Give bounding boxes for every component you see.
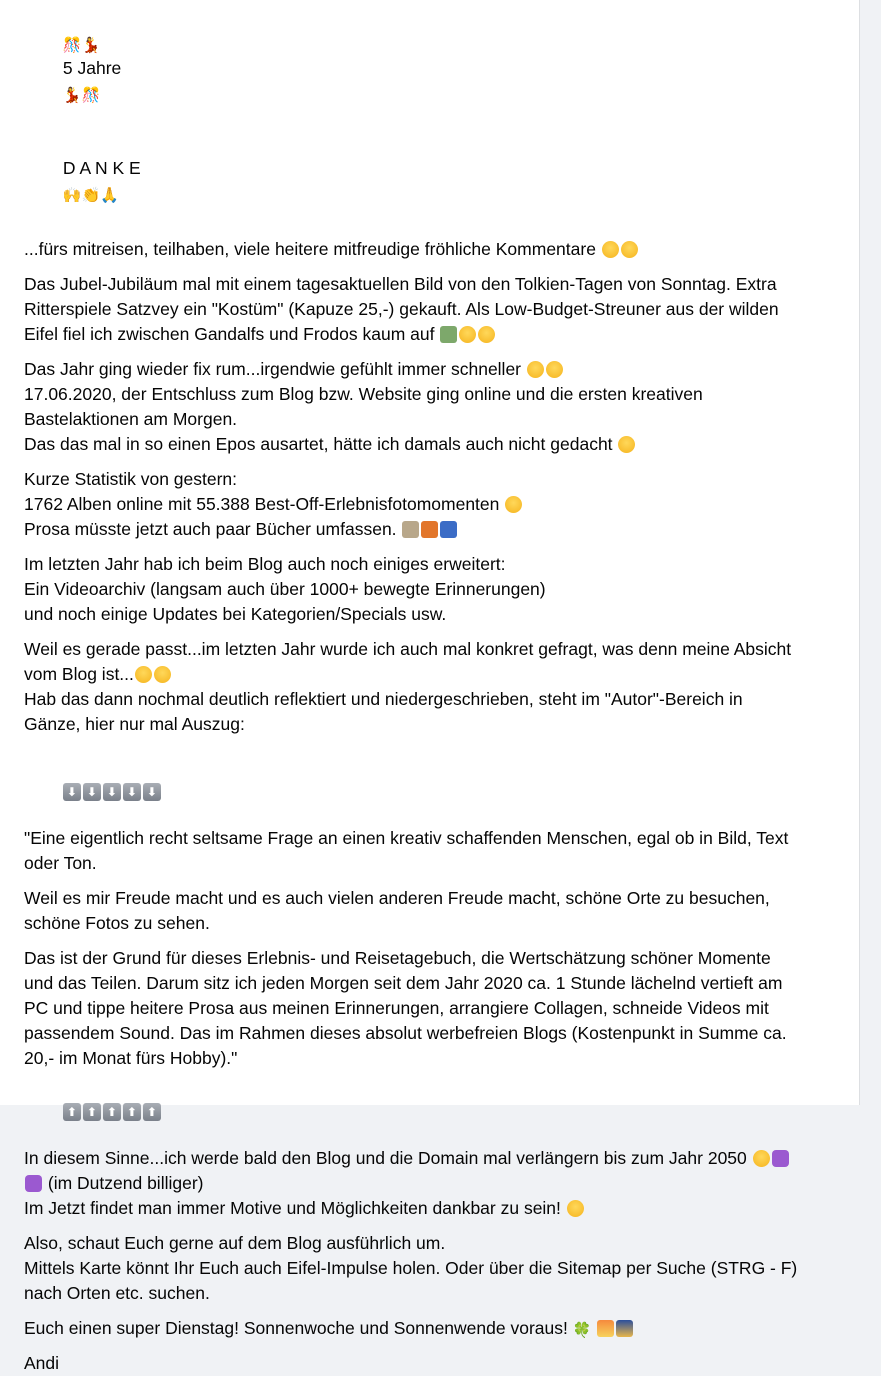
paragraph-5 (24, 552, 844, 627)
paragraph-9 (24, 946, 844, 1146)
paragraph-line: vom Blog ist... (24, 664, 134, 684)
paragraph-line: 20,- im Monat fürs Hobby)." (24, 1048, 238, 1068)
paragraph-line: Also, schaut Euch gerne auf dem Blog ausführlich um. (24, 1233, 446, 1253)
paragraph-line: ...fürs mitreisen, teilhaben, viele heitere mitfreudige fröhliche Kommentare (24, 239, 596, 259)
shooting-star-icon (616, 1320, 633, 1337)
paragraph-line: 17.06.2020, der Entschluss zum Blog bzw. Website ging online und die ersten kreativen (24, 384, 703, 404)
paragraph-6 (24, 637, 844, 737)
hands-clap-pray-icon: 🙌👏🙏 (62, 186, 119, 204)
person-icon (459, 326, 476, 343)
thinking-face-icon (135, 666, 152, 683)
om-symbol-icon (772, 1150, 789, 1167)
paragraph-line: Im letzten Jahr hab ich beim Blog auch noch einiges erweitert: (24, 554, 506, 574)
header-thanks: D A N K E (62, 158, 141, 178)
smiling-face-icon (567, 1200, 584, 1217)
paragraph-line: PC und tippe heitere Prosa aus meinen Erinnerungen, arrangiere Collagen, schneide Videos mit (24, 998, 769, 1018)
paragraph-2 (24, 272, 844, 347)
paragraph-line: Im Jetzt findet man immer Motive und Möglichkeiten dankbar zu sein! (24, 1198, 561, 1218)
paragraph-line: In diesem Sinne...ich werde bald den Blog und die Domain mal verlängern bis zum Jahr 2050 (24, 1148, 747, 1168)
paragraph-line: Ritterspiele Satzvey ein "Kostüm" (Kapuze 25,-) gekauft. Als Low-Budget-Streuner aus der wilden (24, 299, 779, 319)
paragraph-12 (24, 1316, 844, 1341)
blue-book-icon (440, 521, 457, 538)
quote-block (24, 751, 844, 876)
paragraph-line: und noch einige Updates bei Kategorien/Specials usw. (24, 604, 447, 624)
paragraph-3 (24, 357, 844, 457)
signature (24, 1351, 844, 1376)
post-header (24, 6, 844, 231)
paragraph-line: oder Ton. (24, 853, 97, 873)
paragraph-line: Ein Videoarchiv (langsam auch über 1000+ bewegte Erinnerungen) (24, 579, 546, 599)
paragraph-line: Das das mal in so einen Epos ausartet, hätte ich damals auch nicht gedacht (24, 434, 613, 454)
paragraph-line: Kurze Statistik von gestern: (24, 469, 238, 489)
purple-star-icon (25, 1175, 42, 1192)
paragraph-line: schöne Fotos zu sehen. (24, 913, 210, 933)
paragraph-line: Das Jubel-Jubiläum mal mit einem tagesaktuellen Bild von den Tolkien-Tagen von Sonntag. Extra (24, 274, 777, 294)
paragraph-11 (24, 1231, 844, 1306)
sunrise-icon (597, 1320, 614, 1337)
paragraph-line: Gänze, hier nur mal Auszug: (24, 714, 245, 734)
paragraph-line: Das Jahr ging wieder fix rum...irgendwie gefühlt immer schneller (24, 359, 522, 379)
landscape-icon (440, 326, 457, 343)
paragraph-line: Prosa müsste jetzt auch paar Bücher umfassen. (24, 519, 397, 539)
paragraph-4 (24, 467, 844, 542)
grinning-face-icon (618, 436, 635, 453)
grinning-face-icon (478, 326, 495, 343)
dancers-confetti-icon: 💃🎊 (62, 86, 101, 104)
smiling-face-icon (621, 241, 638, 258)
party-face-icon (505, 496, 522, 513)
signature-name: Andi (24, 1353, 60, 1373)
paragraph-8 (24, 886, 844, 936)
books-icon (402, 521, 419, 538)
paragraph-line: Weil es gerade passt...im letzten Jahr wurde ich auch mal konkret gefragt, was denn meine Absicht (24, 639, 792, 659)
paragraph-line: "Eine eigentlich recht seltsame Frage an einen kreativ schaffenden Menschen, egal ob in Bild, Text (24, 828, 789, 848)
paragraph-1 (24, 237, 844, 262)
paragraph-line: Eifel fiel ich zwischen Gandalfs und Frodos kaum auf (24, 324, 435, 344)
paragraph-line: Euch einen super Dienstag! Sonnenwoche und Sonnenwende voraus! (24, 1318, 568, 1338)
grinning-face-icon (154, 666, 171, 683)
four-leaf-clover-icon: 🍀 (572, 1321, 592, 1339)
orange-book-icon (421, 521, 438, 538)
paragraph-line: (im Dutzend billiger) (47, 1173, 204, 1193)
paragraph-line: 1762 Alben online mit 55.388 Best-Off-Erlebnisfotomomenten (24, 494, 500, 514)
paragraph-line: und das Teilen. Darum sitz ich jeden Morgen seit dem Jahr 2020 ca. 1 Stunde lächelnd vertieft am (24, 973, 783, 993)
paragraph-line: Bastelaktionen am Morgen. (24, 409, 238, 429)
header-years: 5 Jahre (62, 58, 122, 78)
thinking-face-icon (527, 361, 544, 378)
confetti-dancers-icon: 🎊💃 (62, 36, 101, 54)
paragraph-line: nach Orten etc. suchen. (24, 1283, 210, 1303)
paragraph-line: Das ist der Grund für dieses Erlebnis- und Reisetagebuch, die Wertschätzung schöner Momente (24, 948, 771, 968)
up-arrows-icon: ⬆ ⬆ ⬆ ⬆ ⬆ (63, 1103, 161, 1121)
paragraph-line: Weil es mir Freude macht und es auch vielen anderen Freude macht, schöne Orte zu besuchen, (24, 888, 770, 908)
paragraph-10 (24, 1146, 844, 1221)
grinning-face-icon (753, 1150, 770, 1167)
paragraph-line: passendem Sound. Das im Rahmen dieses absolut werbefreien Blogs (Kostenpunkt in Summe ca. (24, 1023, 787, 1043)
grinning-face-icon (546, 361, 563, 378)
paragraph-line: Hab das dann nochmal deutlich reflektiert und niedergeschrieben, steht im "Autor"-Bereich in (24, 689, 743, 709)
star-struck-icon (602, 241, 619, 258)
down-arrows-icon: ⬇ ⬇ ⬇ ⬇ ⬇ (63, 783, 161, 801)
paragraph-line: Mittels Karte könnt Ihr Euch auch Eifel-Impulse holen. Oder über die Sitemap per Suche (STRG - F) (24, 1258, 798, 1278)
